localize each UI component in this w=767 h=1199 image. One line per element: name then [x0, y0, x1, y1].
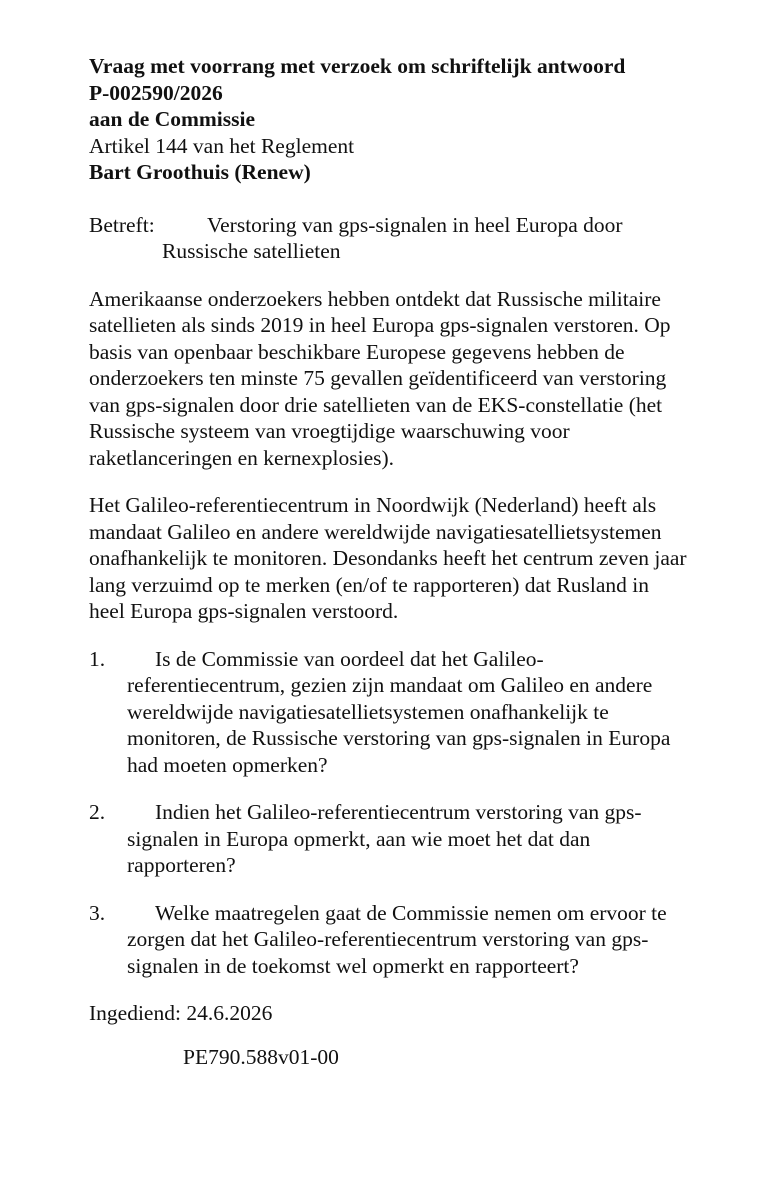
- document-reference: PE790.588v01-00: [183, 1044, 339, 1069]
- rule-article: Artikel 144 van het Reglement: [89, 133, 355, 158]
- question-item: [89, 900, 689, 980]
- question-number: 3.: [89, 900, 106, 925]
- question-number: 2.: [89, 800, 106, 824]
- body-paragraph-2: Het Galileo-referentiecentrum in Noordwijk (Nederland) heeft als mandaat Galileo en andere wereldwijde navigatiesatellietsystemen onafhankelijk te monitoren. Desondanks heeft het centrum zeven jaar lang verzuimd op te merken (en/of te rapporteren) dat Rusland in heel Europa gps-signalen verstoord.: [89, 493, 687, 623]
- subject-label: Betreft:: [89, 212, 155, 237]
- question-list: [89, 646, 689, 980]
- question-text: Is de Commissie van oordeel dat het Galileo-referentiecentrum, gezien zijn mandaat om Galileo en andere wereldwijde navigatiesatellietsystemen onafhankelijk te monitoren, de Russische verstoring van gps-signalen in Europa had moeten opmerken?: [127, 646, 671, 777]
- question-item: [89, 799, 689, 879]
- body-paragraph-1: Amerikaanse onderzoekers hebben ontdekt dat Russische militaire satellieten als sinds 2019 in heel Europa gps-signalen verstoren. Op basis van openbaar beschikbare Europese gegevens hebben de onderzoekers ten minste 75 gevallen geïdentificeerd van verstoring van gps-signalen door drie satellieten van de EKS-constellatie (het Russische systeem van vroegtijdige waarschuwing voor raketlanceringen en kernexplosies).: [89, 286, 671, 470]
- question-text: Welke maatregelen gaat de Commissie nemen om ervoor te zorgen dat het Galileo-referentiecentrum verstoring van gps-signalen in de toekomst wel opmerkt en rapporteert?: [127, 900, 667, 978]
- subject-block: [89, 212, 689, 265]
- author: Bart Groothuis (Renew): [89, 160, 311, 184]
- question-item: [89, 646, 689, 779]
- question-type-title: Vraag met voorrang met verzoek om schriftelijk antwoord: [89, 54, 626, 78]
- document-header: [89, 53, 689, 186]
- question-reference: P-002590/2026: [89, 80, 223, 105]
- subject-text: Verstoring van gps-signalen in heel Europa door Russische satellieten: [162, 212, 623, 263]
- addressee: aan de Commissie: [89, 107, 256, 131]
- submission-date: Ingediend: 24.6.2026: [89, 1001, 273, 1025]
- question-number: 1.: [89, 646, 106, 671]
- question-text: Indien het Galileo-referentiecentrum verstoring van gps-signalen in Europa opmerkt, aan wie moet het dat dan rapporteren?: [127, 800, 642, 877]
